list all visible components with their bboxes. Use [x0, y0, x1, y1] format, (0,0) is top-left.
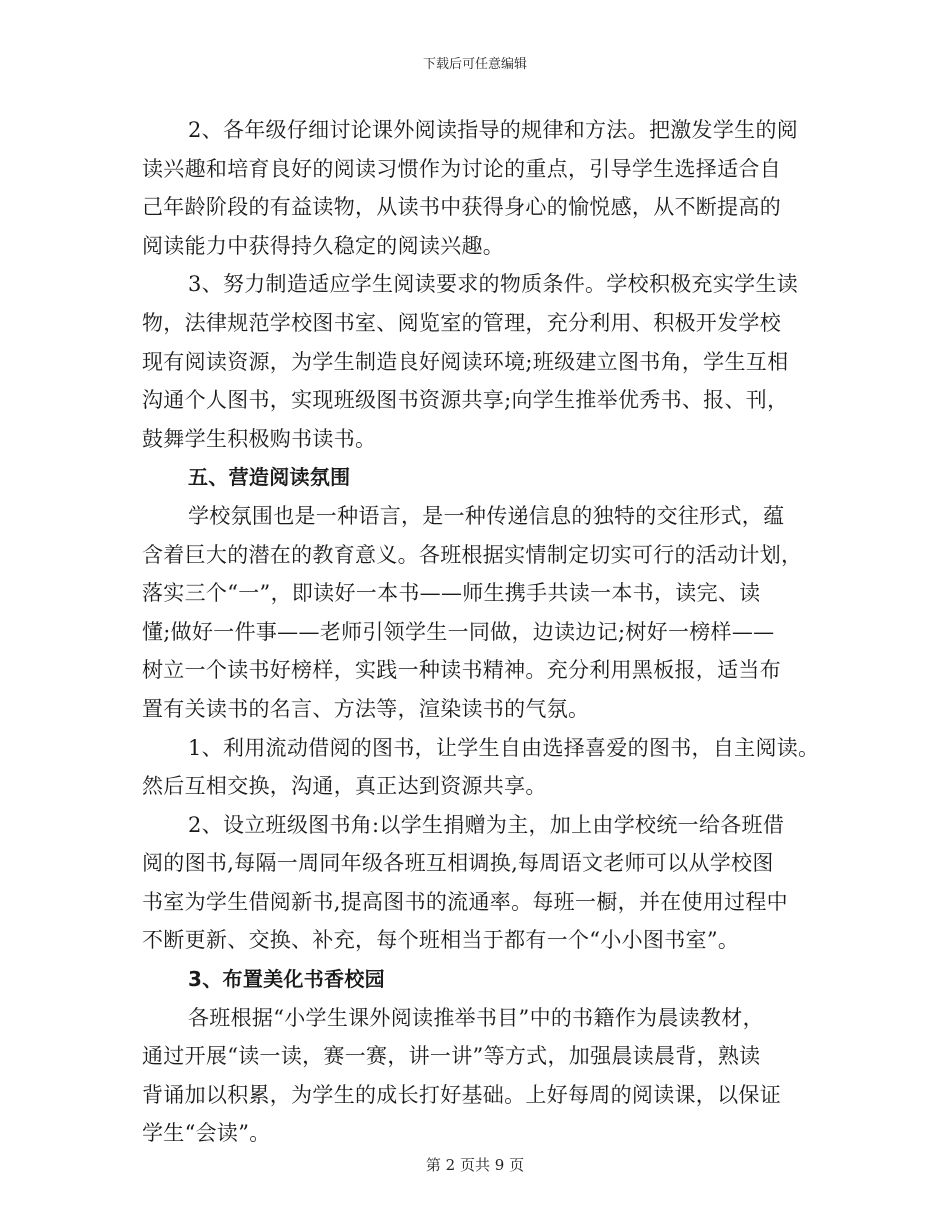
text-line: 通过开展“读一读，赛一赛，讲一讲”等方式，加强晨读晨背，熟读 [142, 1044, 761, 1069]
page-footer: 第 2 页共 9 页 [425, 1156, 525, 1174]
text-line: 然后互相交换，沟通，真正达到资源共享。 [142, 774, 547, 799]
text-line: 阅读能力中获得持久稳定的阅读兴趣。 [142, 233, 505, 258]
text-line: 含着巨大的潜在的教育意义。各班根据实情制定切实可行的活动计划， [142, 542, 803, 567]
text-line: 读兴趣和培育良好的阅读习惯作为讨论的重点，引导学生选择适合自 [142, 156, 781, 181]
text-line: 3、努力制造适应学生阅读要求的物质条件。学校积极充实学生读 [188, 272, 799, 297]
text-line: 置有关读书的名言、方法等，渲染读书的气氛。 [142, 696, 590, 721]
text-line: 落实三个“一”，即读好一本书——师生携手共读一本书，读完、读 [142, 581, 761, 606]
text-line: 不断更新、交换、补充，每个班相当于都有一个“小小图书室”。 [142, 928, 740, 953]
text-line: 现有阅读资源，为学生制造良好阅读环境;班级建立图书角，学生互相 [142, 349, 789, 374]
text-line: 鼓舞学生积极购书读书。 [142, 426, 377, 451]
section-heading: 五、营造阅读氛围 [188, 465, 351, 490]
section-heading: 3、布置美化书香校园 [188, 967, 385, 992]
page-header: 下载后可任意编辑 [422, 57, 527, 72]
text-line: 2、设立班级图书角:以学生捐赠为主，加上由学校统一给各班借 [188, 812, 785, 837]
text-line: 学校氛围也是一种语言，是一种传递信息的独特的交往形式，蕴 [188, 503, 785, 528]
text-line: 各班根据“小学生课外阅读推举书目”中的书籍作为晨读教材， [188, 1005, 764, 1030]
text-line: 背诵加以积累，为学生的成长打好基础。上好每周的阅读课，以保证 [142, 1082, 781, 1107]
document-body [142, 111, 822, 1153]
text-line: 阅的图书,每隔一周同年级各班互相调换,每周语文老师可以从学校图 [142, 851, 774, 876]
text-line: 树立一个读书好榜样，实践一种读书精神。充分利用黑板报，适当布 [142, 658, 781, 683]
text-line: 1、利用流动借阅的图书，让学生自由选择喜爱的图书，自主阅读。 [188, 735, 820, 760]
text-line: 懂;做好一件事——老师引领学生一同做，边读边记;树好一榜样—— [142, 619, 775, 644]
text-line: 己年龄阶段的有益读物，从读书中获得身心的愉悦感，从不断提高的 [142, 195, 781, 220]
text-line: 沟通个人图书，实现班级图书资源共享;向学生推举优秀书、报、刊， [142, 388, 789, 413]
text-line: 学生“会读”。 [142, 1121, 271, 1146]
text-line: 物，法律规范学校图书室、阅览室的管理，充分利用、积极开发学校 [142, 310, 781, 335]
text-line: 书室为学生借阅新书,提高图书的流通率。每班一橱，并在使用过程中 [142, 889, 788, 914]
text-line: 2、各年级仔细讨论课外阅读指导的规律和方法。把激发学生的阅 [188, 118, 799, 142]
